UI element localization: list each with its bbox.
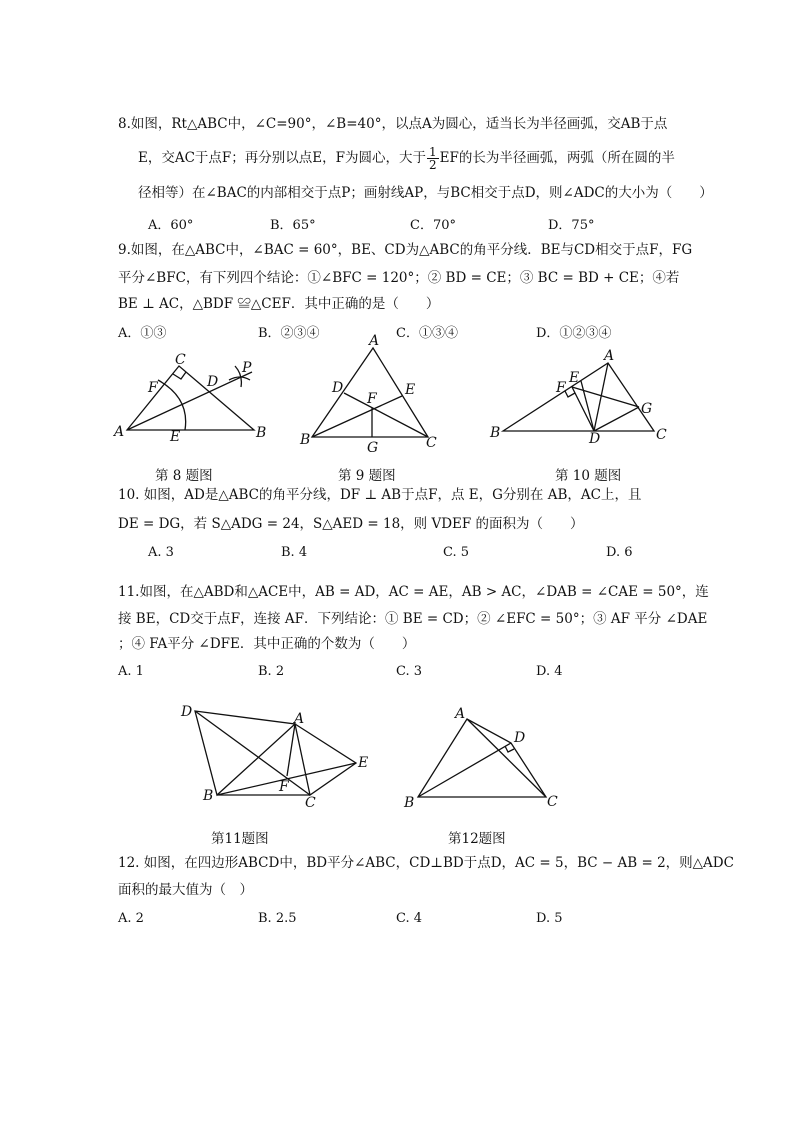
- fig12-label-b: B: [404, 795, 415, 811]
- q11-option-b: B. 2: [258, 664, 285, 679]
- fig11-label-e: E: [358, 755, 369, 771]
- fig11-segment-af: [287, 724, 295, 776]
- figure-8: [110, 345, 267, 455]
- q12-option-b: B. 2.5: [258, 911, 297, 926]
- fig11-label-d: D: [181, 704, 193, 720]
- fig9-label-e: E: [405, 382, 416, 398]
- fig10-label-e: E: [569, 370, 580, 386]
- fig9-label-d: D: [332, 380, 344, 396]
- q10-line-2: DE = DG，若 S△ADG = 24，S△AED = 18，则 VDEF 的面积为（ ）: [118, 516, 584, 532]
- fig9-label-b: B: [300, 432, 311, 448]
- fig8-label-a: A: [114, 424, 125, 440]
- q9-option-b: B．②③④: [258, 326, 320, 341]
- fig8-caption: 第 8 题图: [155, 468, 213, 484]
- q10-options: [118, 545, 678, 565]
- q11-line-2: 接 BE，CD交于点F，连接 AF．下列结论：① BE = CD；② ∠EFC = 50°；③ AF 平分 ∠DAE: [118, 611, 708, 627]
- q12-options: [118, 911, 678, 931]
- q8-option-b: B．65°: [270, 218, 316, 233]
- fig11-label-f: F: [279, 779, 289, 795]
- figure-11: [175, 695, 375, 810]
- fig10-caption: 第 10 题图: [555, 468, 622, 484]
- fig10-segment-de: [581, 381, 594, 431]
- q11-option-c: C. 3: [396, 664, 423, 679]
- fig12-diagonal-bd: [418, 743, 511, 797]
- figure-12: [400, 700, 570, 810]
- q10-option-a: A. 3: [148, 545, 174, 560]
- figure-9: [295, 330, 445, 455]
- fig8-ray-ap: [127, 372, 252, 430]
- q9-line-1: 9.如图，在△ABC中，∠BAC = 60°，BE、CD为△ABC的角平分线．BE与CD相交于点F，FG: [118, 242, 693, 258]
- q10-option-c: C. 5: [443, 545, 470, 560]
- fig11-triangle-ace: [295, 724, 356, 795]
- fig10-right-angle-mark: [565, 391, 575, 397]
- fig8-label-p: P: [242, 360, 252, 376]
- q8-line-2-text: E，交AC于点F；再分别以点E，F为圆心，大于: [138, 150, 427, 166]
- q8-option-d: D．75°: [548, 218, 595, 233]
- q10-line-1: 10. 如图，AD是△ABC的角平分线，DF ⊥ AB于点F，点 E，G分别在 AB，AC上，且: [118, 487, 642, 503]
- fig12-caption: 第12题图: [448, 831, 506, 847]
- fig9-label-f: F: [367, 391, 377, 407]
- fig12-right-angle-mark: [505, 746, 514, 752]
- fig11-label-c: C: [305, 795, 316, 811]
- fig8-label-b: B: [256, 425, 267, 441]
- fig8-label-d: D: [207, 374, 219, 390]
- q12-option-c: C. 4: [396, 911, 423, 926]
- q11-option-a: A. 1: [118, 664, 144, 679]
- q9-line-2: 平分∠BFC，有下列四个结论：①∠BFC = 120°；② BD = CE；③ BC = BD + CE；④若: [118, 270, 680, 286]
- q9-option-a: A．①③: [118, 326, 167, 341]
- fig11-label-b: B: [203, 788, 214, 804]
- q8-line-2-text-b: EF的长为半径画弧，两弧（所在圆的半: [439, 150, 675, 166]
- q12-option-a: A. 2: [118, 911, 144, 926]
- fig9-caption: 第 9 题图: [338, 468, 396, 484]
- q11-options: [118, 664, 678, 684]
- fig10-label-c: C: [656, 427, 667, 443]
- fig11-label-a: A: [294, 711, 305, 727]
- fraction-denominator: 2: [429, 158, 437, 172]
- q11-option-d: D. 4: [536, 664, 563, 679]
- fig10-segment-fg: [572, 387, 639, 407]
- fig12-label-c: C: [547, 794, 558, 810]
- q8-option-a: A．60°: [148, 218, 194, 233]
- fig12-label-d: D: [514, 730, 526, 746]
- fig10-label-b: B: [490, 425, 501, 441]
- fig10-label-a: A: [604, 348, 615, 364]
- q8-options: [118, 214, 678, 234]
- q11-line-1: 11.如图，在△ABD和△ACE中，AB = AD，AC = AE，AB > AC，∠DAB = ∠CAE = 50°，连: [118, 584, 709, 600]
- fig10-segment-df: [572, 387, 594, 431]
- fig12-label-a: A: [455, 706, 466, 722]
- q9-option-d: D．①②③④: [536, 326, 612, 341]
- fig9-bisector-cd: [344, 393, 428, 437]
- fig8-label-e: E: [170, 429, 181, 445]
- fig8-label-f: F: [148, 380, 158, 396]
- q12-line-2: 面积的最大值为（ ）: [118, 882, 253, 898]
- fig8-triangle: [127, 366, 254, 430]
- fraction-numerator: 1: [429, 145, 437, 159]
- half-fraction: [427, 146, 439, 171]
- q12-option-d: D. 5: [536, 911, 563, 926]
- q9-option-c: C．①③④: [396, 326, 458, 341]
- fig9-label-a: A: [369, 333, 380, 349]
- fig10-segment-dg: [594, 407, 639, 431]
- fig9-label-c: C: [426, 435, 437, 451]
- q10-option-d: D. 6: [606, 545, 633, 560]
- fig10-label-d: D: [589, 431, 601, 447]
- fig8-right-angle-mark: [173, 372, 186, 379]
- fig9-label-g: G: [367, 440, 379, 456]
- fig10-label-g: G: [641, 401, 653, 417]
- q11-line-3: ；④ FA平分 ∠DFE．其中正确的个数为（ ）: [118, 636, 416, 652]
- fig12-diagonal-ac: [467, 719, 546, 797]
- q8-line-3: 径相等）在∠BAC的内部相交于点P；画射线AP，与BC相交于点D，则∠ADC的大小为（ ）: [138, 185, 713, 201]
- q8-option-c: C．70°: [410, 218, 456, 233]
- q9-line-3: BE ⊥ AC，△BDF ≌△CEF．其中正确的是（ ）: [118, 296, 440, 312]
- q12-line-1: 12. 如图，在四边形ABCD中，BD平分∠ABC，CD⊥BD于点D，AC = 5，BC − AB = 2，则△ADC: [118, 855, 734, 871]
- fig8-label-c: C: [175, 352, 186, 368]
- fig10-label-f: F: [556, 380, 566, 396]
- q8-line-1: 8.如图，Rt△ABC中，∠C=90°，∠B=40°，以点A为圆心，适当长为半径画弧，交AB于点: [118, 116, 668, 132]
- figure-10: [488, 345, 673, 445]
- q8-line-2: [138, 146, 675, 171]
- fig11-caption: 第11题图: [211, 831, 269, 847]
- q10-option-b: B. 4: [281, 545, 308, 560]
